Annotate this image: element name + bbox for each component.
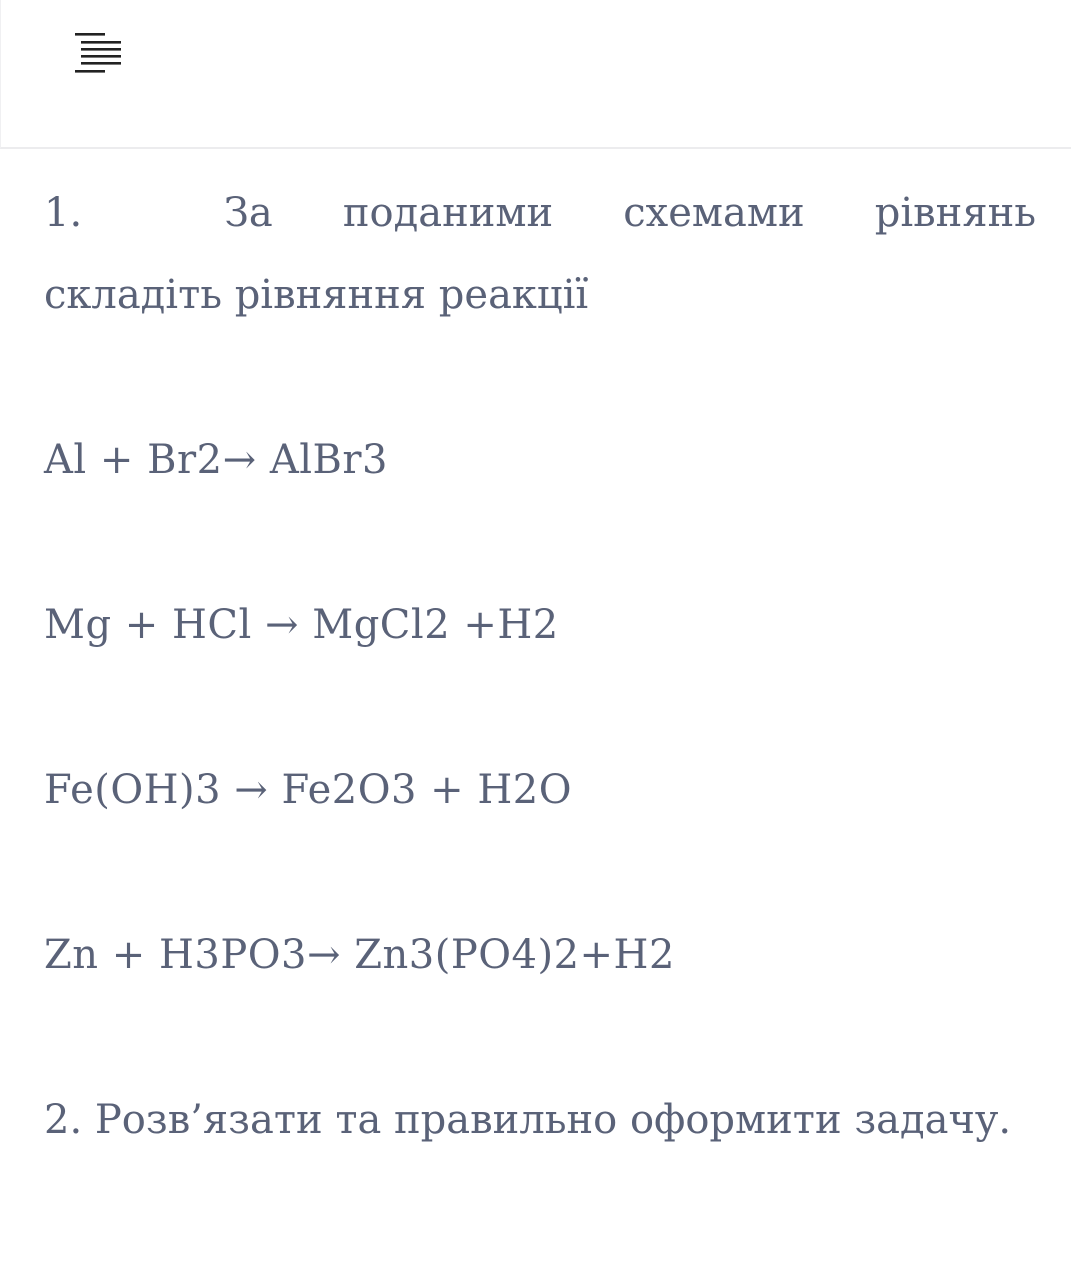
- text-align-menu-icon: [67, 28, 127, 80]
- task-2-text: 2. Розв’язати та правильно оформити задачу.: [44, 1097, 1012, 1143]
- equation-4: Zn + H3PO3→ Zn3(PO4)2+H2: [44, 932, 675, 978]
- equation-3: Fe(OH)3 → Fe2O3 + H2O: [44, 767, 573, 813]
- task-1-text: [44, 172, 1036, 336]
- menu-button[interactable]: [67, 28, 127, 80]
- top-toolbar: [0, 0, 1071, 149]
- equation-2: Mg + HCl → MgCl2 +H2: [44, 602, 559, 648]
- task-1-number: 1.: [44, 190, 83, 236]
- task-1-instruction: За поданими схемами рівнянь складіть рівняння реакції: [44, 190, 1036, 318]
- equation-1: Al + Br2→ AlBr3: [44, 437, 388, 483]
